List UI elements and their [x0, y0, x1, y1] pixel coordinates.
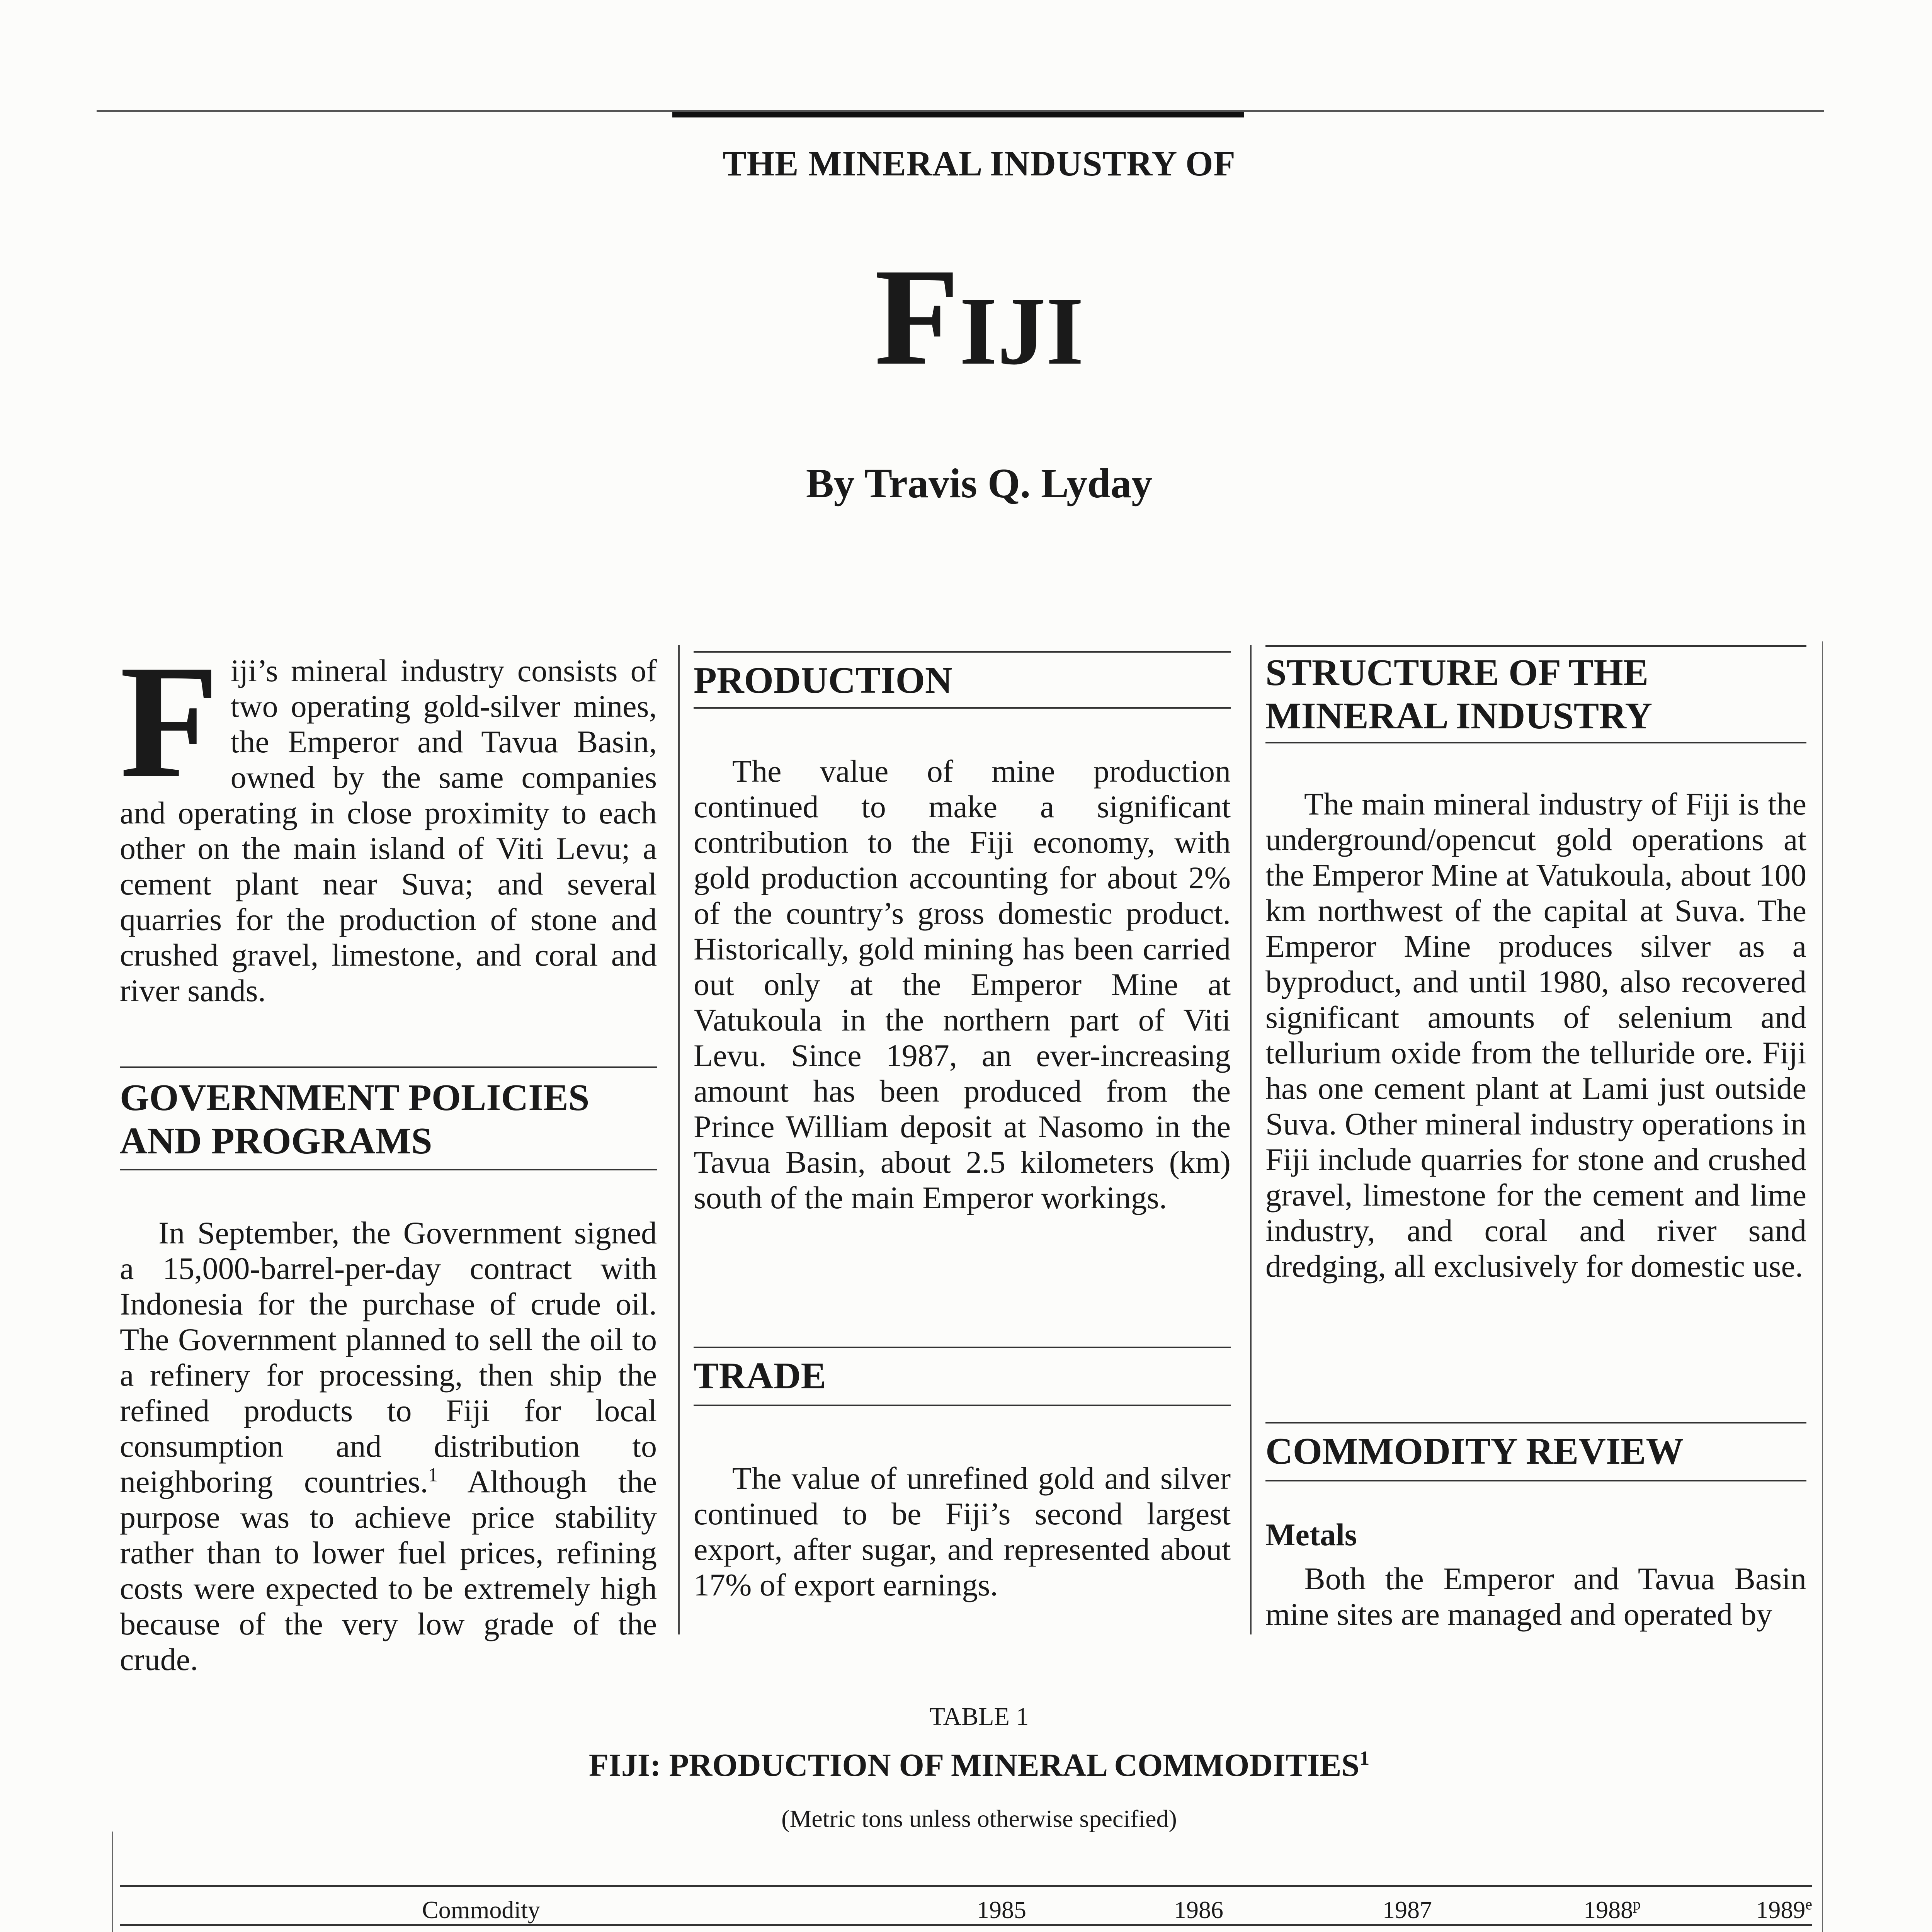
table-title	[0, 1747, 1932, 1784]
commodity-name	[120, 1925, 603, 1932]
government-heading-line1: GOVERNMENT POLICIES	[120, 1077, 590, 1119]
header-1988-mark: p	[1633, 1896, 1641, 1913]
production-paragraph	[694, 753, 1231, 1216]
header-1988-year: 1988	[1583, 1896, 1633, 1923]
table-header-row	[120, 1886, 1812, 1925]
page-edge-rule-left	[112, 1832, 113, 1932]
production-table	[120, 1886, 1812, 1932]
drop-cap: F	[120, 631, 219, 811]
column-divider-left	[678, 645, 680, 1634]
table-row	[120, 1925, 1812, 1932]
column-divider-right	[1250, 645, 1252, 1634]
structure-paragraph	[1265, 786, 1806, 1284]
section-rule-top	[1265, 645, 1806, 647]
value-1985	[842, 1925, 1036, 1932]
header-1989-year: 1989	[1756, 1896, 1806, 1923]
government-text-cont: Although the purpose was to achieve price stability rather than to lower fuel prices, refining costs were expected to be extremely high because of the very low grade of the crude.	[120, 1464, 657, 1677]
header-1989-mark: e	[1805, 1896, 1812, 1913]
commodity-paragraph	[1265, 1561, 1806, 1632]
intro-paragraph	[120, 631, 657, 1009]
header-1989	[1650, 1886, 1812, 1925]
table-title-text: FIJI: PRODUCTION OF MINERAL COMMODITIES	[588, 1747, 1360, 1783]
section-heading-production: PRODUCTION	[694, 660, 952, 701]
header-1985: 1985	[977, 1896, 1026, 1923]
section-rule-bottom	[1265, 1480, 1806, 1481]
page-edge-rule	[1822, 641, 1823, 1932]
title-kicker: THE MINERAL INDUSTRY OF	[723, 144, 1236, 183]
section-heading-trade: TRADE	[694, 1355, 827, 1397]
byline: By Travis Q. Lyday	[806, 461, 1153, 507]
value-1989	[1650, 1925, 1812, 1932]
top-rule-thick	[672, 112, 1244, 117]
section-rule-top	[694, 1347, 1231, 1348]
commodity-text: Both the Emperor and Tavua Basin mine sites are managed and operated by	[1265, 1561, 1806, 1632]
section-rule-bottom	[120, 1169, 657, 1170]
header-1987: 1987	[1383, 1896, 1432, 1923]
value-1988	[1441, 1925, 1650, 1932]
production-text: The value of mine production continued to make a significant contribution to the Fiji economy, with gold production accounting for about 2% of the country’s gross domestic product. Historically, gold mining has been carried out only at the Emperor Mine at Vatukoula in the northern part of Viti Levu. Since 1987, an ever-increasing amount has been produced from the Prince William deposit at Nasomo in the Tavua Basin, about 2.5 kilometers (km) south of the main Emperor workings.	[694, 753, 1231, 1215]
section-rule-bottom	[694, 707, 1231, 709]
structure-heading-line1: STRUCTURE OF THE	[1265, 652, 1649, 694]
intro-text: iji’s mineral industry consists of two operating gold-silver mines, the Emperor and Tavua Basin, owned by the same companies and operating in close proximity to each other on the main island of Viti Levu; a cement plant near Suva; and several quarries for the production of stone and crushed gravel, limestone, and coral and river sands.	[120, 653, 657, 1008]
government-paragraph	[120, 1215, 657, 1677]
structure-heading-line2: MINERAL INDUSTRY	[1265, 695, 1653, 737]
section-heading-structure	[1265, 651, 1806, 738]
table-label: TABLE 1	[929, 1702, 1029, 1731]
country-title: Fiji	[874, 240, 1084, 394]
header-1986: 1986	[1174, 1896, 1223, 1923]
table-body	[120, 1925, 1812, 1932]
section-rule-bottom	[1265, 742, 1806, 743]
trade-text: The value of unrefined gold and silver continued to be Fiji’s second largest export, after sugar, and represented about 17% of export earnings.	[694, 1461, 1231, 1602]
table-title-note: 1	[1359, 1747, 1370, 1769]
section-rule-top	[694, 651, 1231, 653]
header-1988	[1441, 1886, 1650, 1925]
header-commodity: Commodity	[422, 1896, 540, 1923]
unit-cell	[603, 1925, 842, 1932]
section-rule-top	[120, 1066, 657, 1068]
section-heading-commodity: COMMODITY REVIEW	[1265, 1430, 1684, 1472]
section-rule-bottom	[694, 1405, 1231, 1406]
trade-paragraph	[694, 1461, 1231, 1603]
footnote-ref: 1	[428, 1464, 438, 1486]
structure-text: The main mineral industry of Fiji is the underground/opencut gold operations at the Emperor Mine at Vatukoula, about 100 km northwest of the capital at Suva. The Emperor Mine produces silver as a byproduct, and until 1980, also recovered significant amounts of selenium and tellurium oxide from the telluride ore. Fiji has one cement plant at Lami just outside Suva. Other mineral industry operations in Fiji include quarries for stone and crushed gravel, limestone for the cement and lime industry, and coral and river sand dredging, all exclusively for domestic use.	[1265, 786, 1806, 1284]
value-1987	[1233, 1925, 1441, 1932]
government-heading-line2: AND PROGRAMS	[120, 1120, 432, 1162]
table-subtitle: (Metric tons unless otherwise specified)	[781, 1805, 1177, 1832]
section-rule-top	[1265, 1422, 1806, 1423]
government-text: In September, the Government signed a 15,000-barrel-per-day contract with Indonesia for the purchase of crude oil. The Government planned to sell the oil to a refinery for processing, then ship the refined products to Fiji for local consumption and distribution to neighboring countries.	[120, 1215, 657, 1499]
value-1986	[1036, 1925, 1233, 1932]
section-heading-government	[120, 1076, 657, 1163]
subheading-metals: Metals	[1265, 1517, 1357, 1552]
